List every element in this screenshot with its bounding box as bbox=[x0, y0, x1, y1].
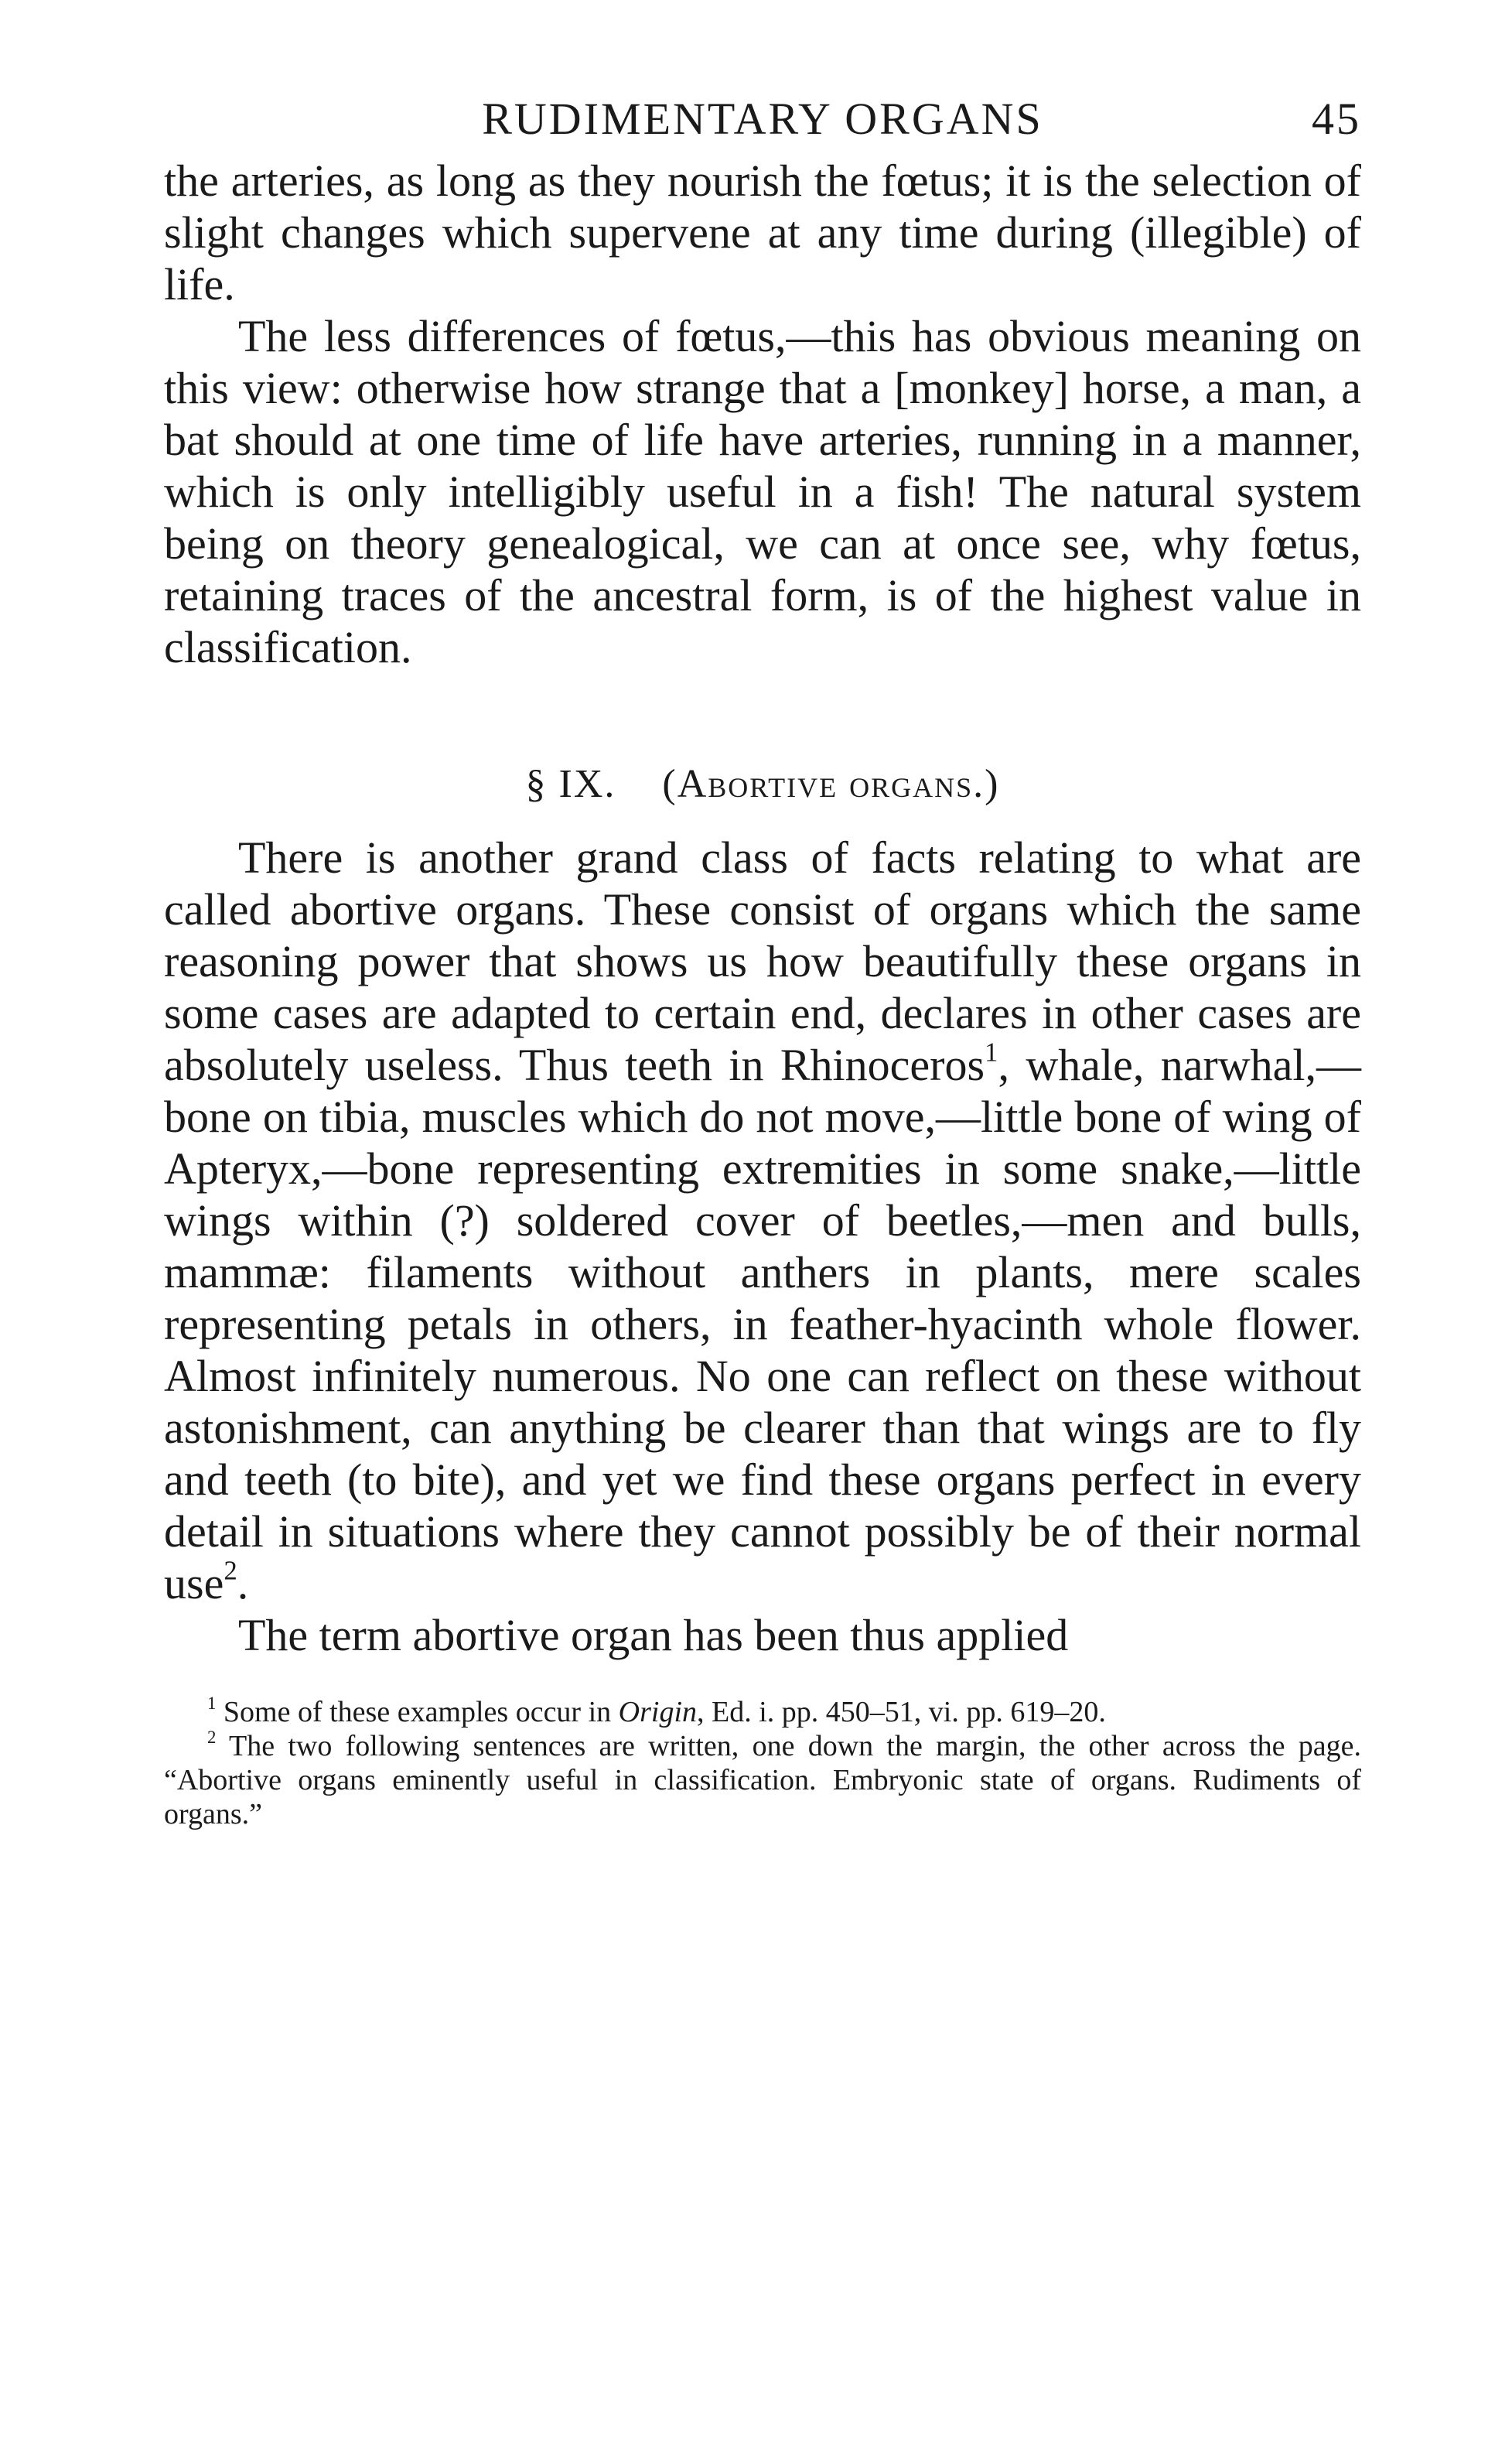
section-heading bbox=[164, 758, 1361, 810]
running-head-title: RUDIMENTARY ORGANS bbox=[482, 94, 1043, 144]
footnote-ref-1: 1 bbox=[985, 1037, 998, 1068]
paragraph-3-part-a: There is another grand class of facts relating to what are called abortive organs. These consist of organs which the same reasoning power that shows us how beautifully these organs in some cases are adapted to certain end, declares in other cases are absolutely useless. Thus teeth in Rhinoceros bbox=[164, 832, 1361, 1090]
footnote-ref-2: 2 bbox=[224, 1555, 237, 1586]
paragraph-1: the arteries, as long as they nourish the fœtus; it is the selection of slight changes which supervene at any time during (illegible) of life. bbox=[164, 156, 1361, 309]
running-head bbox=[164, 93, 1361, 155]
body-text bbox=[164, 155, 1361, 1661]
footnote-2 bbox=[164, 1729, 1361, 1831]
paragraph-4: The term abortive organ has been thus applied bbox=[238, 1610, 1069, 1660]
footnote-1-text-a: Some of these examples occur in bbox=[223, 1696, 619, 1728]
footnote-2-text: The two following sentences are written, one down the margin, the other across the page. “Abortive organs eminently useful in classification. Embryonic state of organs. Rudiments of organs.” bbox=[164, 1730, 1361, 1830]
footnote-1-text-b: , Ed. i. pp. 450–51, vi. pp. 619–20. bbox=[697, 1696, 1106, 1728]
section-title: (Abortive organs.) bbox=[662, 762, 1000, 806]
paragraph-2: The less differences of fœtus,—this has obvious meaning on this view: otherwise how strange that a [monkey] horse, a man, a bat should at one time of life have arteries, running in a manner, which is only intelligibly useful in a fish! The natural system being on theory genealogical, we can at once see, why fœtus, retaining traces of the ancestral form, is of the highest value in classification. bbox=[164, 311, 1361, 672]
footnote-1 bbox=[164, 1695, 1361, 1729]
paragraph-3-part-b: , whale, narwhal,—bone on tibia, muscles which do not move,—little bone of wing of Apteryx,—bone representing extremities in some snake,—little wings within (?) soldered cover of beetles,—men and bulls, mammæ: filaments without anthers in plants, mere scales representing petals in others, in feather-hyacinth whole flower. Almost infinitely numerous. No one can reflect on these without astonishment, can anything be clearer than that wings are to fly and teeth (to bite), and yet we find these organs perfect in every detail in situations where they cannot possibly be of their normal use bbox=[164, 1040, 1361, 1608]
book-page bbox=[164, 93, 1361, 1831]
page-number: 45 bbox=[1312, 94, 1361, 144]
footnote-1-number: 1 bbox=[207, 1694, 217, 1714]
section-mark: § IX. bbox=[525, 762, 616, 806]
footnotes bbox=[164, 1695, 1361, 1831]
paragraph-3 bbox=[164, 832, 1361, 1609]
footnote-2-number: 2 bbox=[207, 1728, 217, 1748]
footnote-1-title: Origin bbox=[618, 1696, 698, 1728]
paragraph-3-part-c: . bbox=[237, 1558, 249, 1608]
